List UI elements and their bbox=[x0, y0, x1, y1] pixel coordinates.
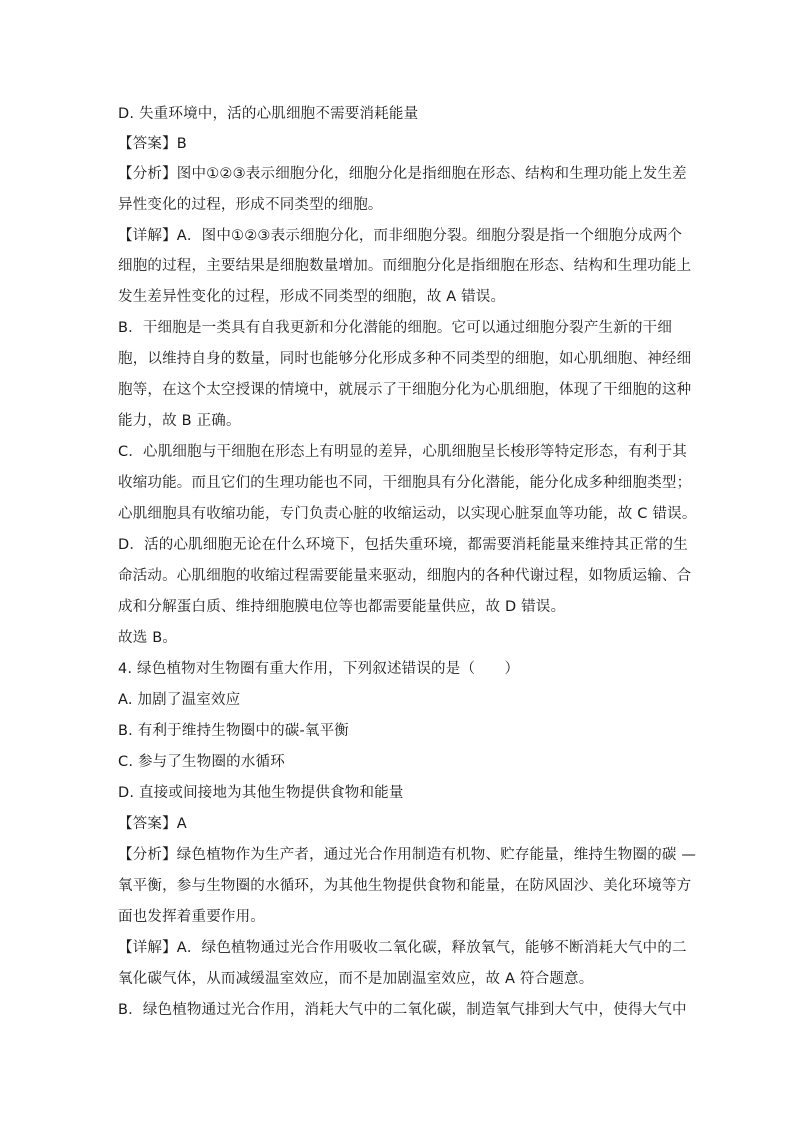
choose-q3: 故选 B。 bbox=[118, 630, 178, 646]
detail-q3-d-line-1: D．活的心肌细胞无论在什么环境下，包括失重环境，都需要消耗能量来维持其正常的生 bbox=[118, 537, 688, 553]
detail-q3-d-line-2: 命活动。心肌细胞的收缩过程需要能量来驱动，细胞内的各种代谢过程，如物质运输、合 bbox=[118, 568, 692, 584]
analysis-q3-line-1: 【分析】图中①②③表示细胞分化，细胞分化是指细胞在形态、结构和生理功能上发生差 bbox=[118, 166, 687, 182]
detail-q4-a-line-1: 【详解】A．绿色植物通过光合作用吸收二氧化碳，释放氧气，能够不断消耗大气中的二 bbox=[118, 940, 687, 956]
option-d-q4: D. 直接或间接地为其他生物提供食物和能量 bbox=[118, 785, 404, 801]
detail-q3-line-2: 细胞的过程，主要结果是细胞数量增加。而细胞分化是指细胞在形态、结构和生理功能上 bbox=[118, 258, 692, 274]
detail-q3-b-line-1: B．干细胞是一类具有自我更新和分化潜能的细胞。它可以通过细胞分裂产生新的干细 bbox=[118, 320, 673, 336]
detail-q3-line-3: 发生差异性变化的过程，形成不同类型的细胞，故 A 错误。 bbox=[118, 289, 506, 305]
detail-q3-b-line-2: 胞，以维持自身的数量，同时也能够分化形成多种不同类型的细胞，如心肌细胞、神经细 bbox=[118, 351, 692, 367]
option-d-q3: D. 失重环境中，活的心肌细胞不需要消耗能量 bbox=[118, 106, 419, 122]
detail-q3-c-line-3: 心肌细胞具有收缩功能，专门负责心脏的收缩运动，以实现心脏泵血等功能，故 C 错误。 bbox=[118, 506, 697, 522]
detail-q3-b-line-3: 胞等，在这个太空授课的情境中，就展示了干细胞分化为心肌细胞，体现了干细胞的这种 bbox=[118, 382, 692, 398]
analysis-q4-line-1: 【分析】绿色植物作为生产者，通过光合作用制造有机物、贮存能量，维持生物圈的碳 — bbox=[118, 847, 697, 863]
question-4-stem: 4. 绿色植物对生物圈有重大作用，下列叙述错误的是（ ） bbox=[118, 661, 520, 677]
analysis-q4-line-2: 氧平衡，参与生物圈的水循环，为其他生物提供食物和能量，在防风固沙、美化环境等方 bbox=[118, 878, 692, 894]
detail-q3-b-line-4: 能力，故 B 正确。 bbox=[118, 413, 241, 429]
analysis-q4-line-3: 面也发挥着重要作用。 bbox=[118, 909, 265, 925]
detail-q3-c-line-1: C．心肌细胞与干细胞在形态上有明显的差异，心肌细胞呈长梭形等特定形态，有利于其 bbox=[118, 444, 687, 460]
option-a-q4: A. 加剧了温室效应 bbox=[118, 692, 241, 708]
detail-q3-d-line-3: 成和分解蛋白质、维持细胞膜电位等也都需要能量供应，故 D 错误。 bbox=[118, 599, 566, 615]
detail-q3-c-line-2: 收缩功能。而且它们的生理功能也不同，干细胞具有分化潜能，能分化成多种细胞类型； bbox=[118, 475, 692, 491]
detail-q4-b-line-1: B．绿色植物通过光合作用，消耗大气中的二氧化碳，制造氧气排到大气中，使得大气中 bbox=[118, 1002, 687, 1018]
answer-q3: 【答案】B bbox=[118, 136, 187, 152]
detail-q3-line-1: 【详解】A．图中①②③表示细胞分化，而非细胞分裂。细胞分裂是指一个细胞分成两个 bbox=[118, 228, 683, 244]
answer-q4: 【答案】A bbox=[118, 816, 187, 832]
option-c-q4: C. 参与了生物圈的水循环 bbox=[118, 754, 285, 770]
option-b-q4: B. 有利于维持生物圈中的碳-氧平衡 bbox=[118, 723, 349, 739]
detail-q4-a-line-2: 氧化碳气体，从而减缓温室效应，而不是加剧温室效应，故 A 符合题意。 bbox=[118, 971, 594, 987]
analysis-q3-line-2: 异性变化的过程，形成不同类型的细胞。 bbox=[118, 197, 383, 213]
